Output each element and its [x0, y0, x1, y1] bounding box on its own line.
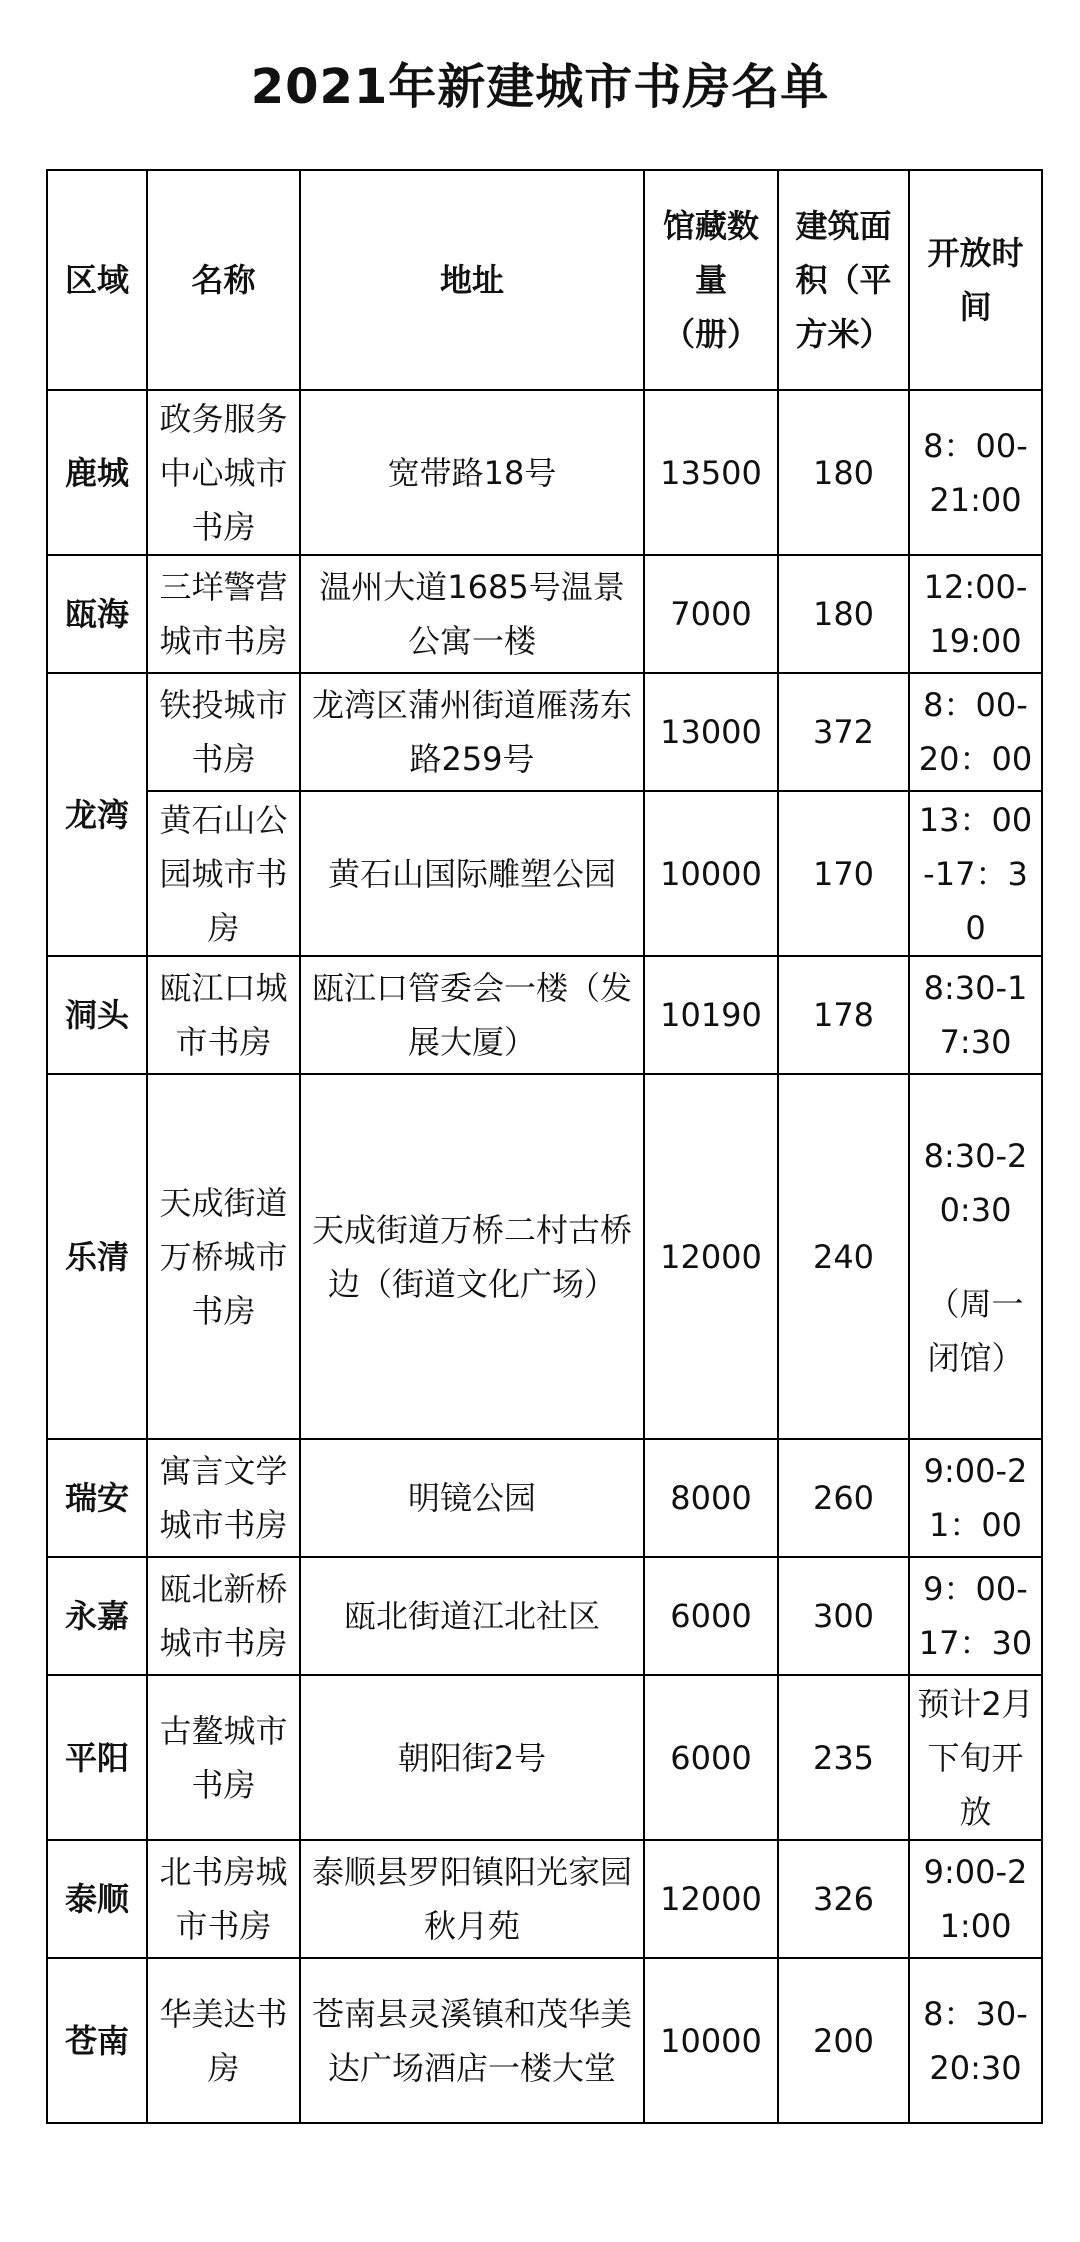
cell-district: 瓯海 — [47, 555, 147, 673]
cell-area: 240 — [778, 1074, 909, 1439]
header-district: 区域 — [47, 170, 147, 390]
cell-name: 天成街道万桥城市书房 — [147, 1074, 300, 1439]
cell-collection: 10000 — [644, 791, 778, 956]
cell-address: 瓯江口管委会一楼（发展大厦） — [300, 956, 644, 1074]
cell-name: 政务服务中心城市书房 — [147, 390, 300, 555]
cell-name: 瓯江口城市书房 — [147, 956, 300, 1074]
cell-hours: 9:00-21：00 — [909, 1439, 1042, 1557]
cell-area: 235 — [778, 1675, 909, 1840]
cell-district: 平阳 — [47, 1675, 147, 1840]
cell-hours — [909, 1074, 1042, 1439]
header-collection: 馆藏数量（册） — [644, 170, 778, 390]
table-row — [47, 1675, 1042, 1840]
cell-hours: 12:00-19:00 — [909, 555, 1042, 673]
cell-district: 龙湾 — [47, 673, 147, 956]
cell-address: 明镜公园 — [300, 1439, 644, 1557]
cell-collection: 7000 — [644, 555, 778, 673]
cell-area: 372 — [778, 673, 909, 791]
table-row — [47, 791, 1042, 956]
cell-district: 鹿城 — [47, 390, 147, 555]
cell-name: 寓言文学城市书房 — [147, 1439, 300, 1557]
cell-collection: 10190 — [644, 956, 778, 1074]
cell-area: 300 — [778, 1557, 909, 1675]
cell-collection: 10000 — [644, 1958, 778, 2123]
table-row — [47, 1557, 1042, 1675]
cell-address: 泰顺县罗阳镇阳光家园秋月苑 — [300, 1840, 644, 1958]
cell-address: 黄石山国际雕塑公园 — [300, 791, 644, 956]
cell-address: 苍南县灵溪镇和茂华美达广场酒店一楼大堂 — [300, 1958, 644, 2123]
cell-address: 龙湾区蒲州街道雁荡东路259号 — [300, 673, 644, 791]
cell-name: 三垟警营城市书房 — [147, 555, 300, 673]
cell-collection: 6000 — [644, 1557, 778, 1675]
cell-area: 180 — [778, 390, 909, 555]
cell-district: 瑞安 — [47, 1439, 147, 1557]
cell-collection: 12000 — [644, 1840, 778, 1958]
cell-name: 瓯北新桥城市书房 — [147, 1557, 300, 1675]
cell-area: 326 — [778, 1840, 909, 1958]
page-title: 2021年新建城市书房名单 — [250, 59, 830, 115]
cell-hours: 9：00-17：30 — [909, 1557, 1042, 1675]
cell-district: 乐清 — [47, 1074, 147, 1439]
cell-address: 温州大道1685号温景公寓一楼 — [300, 555, 644, 673]
table-row — [47, 555, 1042, 673]
header-name: 名称 — [147, 170, 300, 390]
table-row — [47, 1439, 1042, 1557]
cell-hours: 预计2月下旬开放 — [909, 1675, 1042, 1840]
cell-hours: 8：00-21:00 — [909, 390, 1042, 555]
hours-value: 8:30-20:30 — [923, 1136, 1028, 1229]
cell-name: 古鳌城市书房 — [147, 1675, 300, 1840]
cell-collection: 12000 — [644, 1074, 778, 1439]
cell-address: 天成街道万桥二村古桥边（街道文化广场） — [300, 1074, 644, 1439]
cell-address: 宽带路18号 — [300, 390, 644, 555]
cell-area: 260 — [778, 1439, 909, 1557]
table-row — [47, 1074, 1042, 1439]
cell-area: 170 — [778, 791, 909, 956]
cell-district: 永嘉 — [47, 1557, 147, 1675]
cell-address: 朝阳街2号 — [300, 1675, 644, 1840]
cell-name: 北书房城市书房 — [147, 1840, 300, 1958]
cell-hours: 8：30-20:30 — [909, 1958, 1042, 2123]
cell-hours: 8：00-20：00 — [909, 673, 1042, 791]
cell-district: 苍南 — [47, 1958, 147, 2123]
cell-collection: 13000 — [644, 673, 778, 791]
table-row — [47, 1840, 1042, 1958]
cell-hours: 8:30-17:30 — [909, 956, 1042, 1074]
header-area: 建筑面积（平方米） — [778, 170, 909, 390]
cell-district: 洞头 — [47, 956, 147, 1074]
cell-area: 178 — [778, 956, 909, 1074]
cell-name: 黄石山公园城市书房 — [147, 791, 300, 956]
header-address: 地址 — [300, 170, 644, 390]
cell-area: 200 — [778, 1958, 909, 2123]
cell-collection: 6000 — [644, 1675, 778, 1840]
hours-note: （周一闭馆） — [927, 1284, 1024, 1377]
cell-collection: 8000 — [644, 1439, 778, 1557]
header-row — [47, 170, 1042, 390]
table-row — [47, 390, 1042, 555]
header-hours: 开放时间 — [909, 170, 1042, 390]
cell-area: 180 — [778, 555, 909, 673]
table-row — [47, 956, 1042, 1074]
cell-name: 华美达书房 — [147, 1958, 300, 2123]
table-row — [47, 673, 1042, 791]
cell-name: 铁投城市书房 — [147, 673, 300, 791]
cell-address: 瓯北街道江北社区 — [300, 1557, 644, 1675]
cell-hours: 13：00-17：30 — [909, 791, 1042, 956]
cell-district: 泰顺 — [47, 1840, 147, 1958]
bookstore-table — [46, 169, 1043, 2124]
cell-collection: 13500 — [644, 390, 778, 555]
cell-hours: 9:00-21:00 — [909, 1840, 1042, 1958]
table-row — [47, 1958, 1042, 2123]
